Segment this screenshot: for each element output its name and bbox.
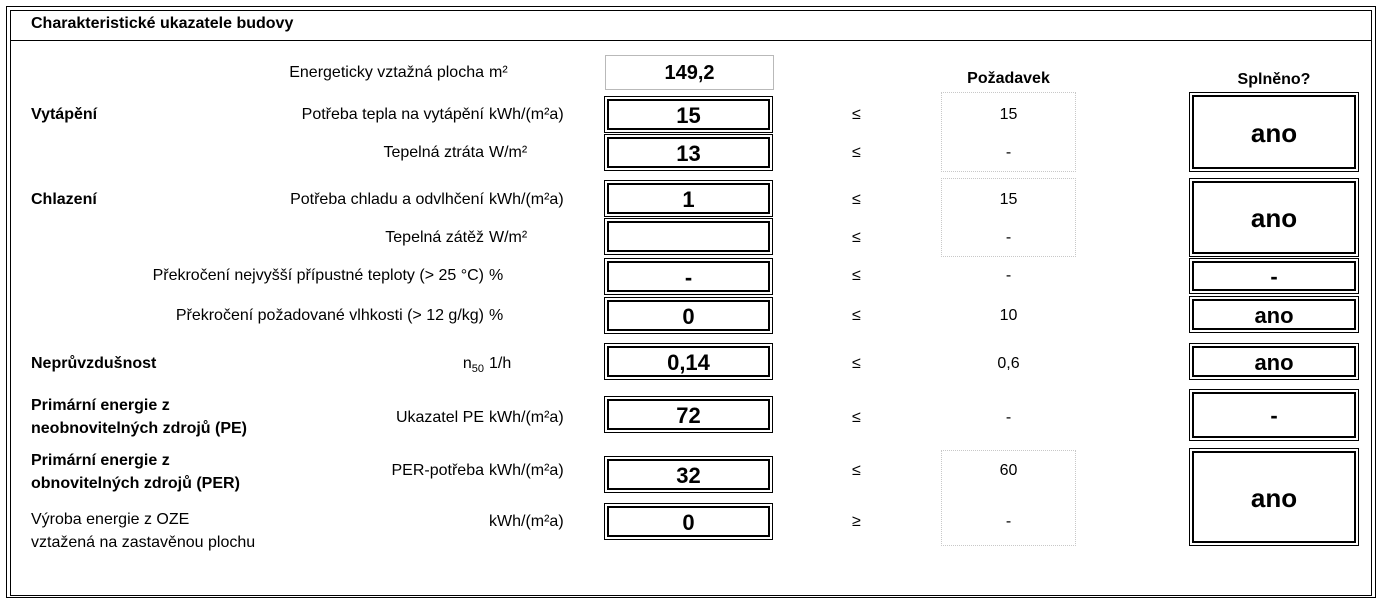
row-unit: kWh/(m²a) [489, 106, 564, 123]
requirement-value: 10 [999, 307, 1018, 324]
result-teplota [1189, 258, 1359, 294]
page-title: Charakteristické ukazatele budovy [31, 15, 294, 32]
row-label: Ukazatel PE [395, 409, 484, 426]
result-pe [1189, 389, 1359, 441]
row-unit: W/m² [489, 229, 528, 246]
section-vytapeni: Vytápění [31, 106, 98, 123]
requirement-value: - [1005, 144, 1012, 161]
result-vytapeni [1189, 92, 1359, 172]
area-unit: m² [489, 64, 508, 81]
n50-symbol: n [462, 355, 472, 372]
section-chlazeni: Chlazení [31, 191, 97, 208]
result-text: - [1192, 392, 1356, 438]
n50-subscript: 50 [471, 363, 484, 376]
value-box [604, 96, 773, 133]
requirement-value: 15 [999, 191, 1018, 208]
row-unit: 1/h [489, 355, 512, 372]
row-unit: kWh/(m²a) [489, 409, 564, 426]
operator: ≤ [852, 355, 861, 372]
operator: ≤ [852, 409, 861, 426]
header-splneno: Splněno? [1237, 71, 1311, 88]
value-box [604, 503, 773, 540]
value-text: 0,14 [607, 346, 770, 377]
row-label: Tepelná zátěž [385, 229, 484, 246]
requirement-value: - [1005, 409, 1012, 426]
area-value: 149,2 [605, 55, 774, 90]
result-chlazeni [1189, 178, 1359, 257]
operator: ≤ [852, 191, 861, 208]
operator: ≤ [852, 462, 861, 479]
row-label: Tepelná ztráta [383, 144, 484, 161]
operator: ≤ [852, 144, 861, 161]
value-text: 13 [607, 137, 770, 168]
result-per [1189, 448, 1359, 546]
result-text: ano [1192, 451, 1356, 543]
result-nepruvzdusnost [1189, 343, 1359, 380]
section-per-line2: obnovitelných zdrojů (PER) [31, 475, 240, 492]
row-label: PER-potřeba [391, 462, 484, 479]
requirement-value: 15 [999, 106, 1018, 123]
row-unit: W/m² [489, 144, 528, 161]
value-text: 15 [607, 99, 770, 130]
operator: ≤ [852, 106, 861, 123]
section-oze-line1: Výroba energie z OZE [31, 511, 190, 528]
requirement-value: 60 [999, 462, 1018, 479]
value-box [604, 456, 773, 493]
requirement-value: - [1005, 513, 1012, 530]
operator: ≤ [852, 307, 861, 324]
operator: ≤ [852, 229, 861, 246]
result-text: - [1192, 261, 1356, 291]
row-label: Potřeba tepla na vytápění [301, 106, 484, 123]
result-text: ano [1192, 181, 1356, 254]
row-label: Potřeba chladu a odvlhčení [290, 191, 484, 208]
value-box [604, 134, 773, 171]
section-nepruvzdusnost: Neprůvzdušnost [31, 355, 157, 372]
result-vlhkost [1189, 296, 1359, 333]
operator: ≥ [852, 513, 861, 530]
value-box [604, 396, 773, 433]
area-label: Energeticky vztažná plocha [289, 64, 484, 81]
section-pe-line2: neobnovitelných zdrojů (PE) [31, 420, 248, 437]
section-per-line1: Primární energie z [31, 452, 170, 469]
result-text: ano [1192, 346, 1356, 377]
row-unit: kWh/(m²a) [489, 462, 564, 479]
value-box [604, 180, 773, 217]
value-text: 0 [607, 300, 770, 331]
result-text: ano [1192, 95, 1356, 169]
row-unit: kWh/(m²a) [489, 191, 564, 208]
header-pozadavek: Požadavek [967, 70, 1050, 87]
section-pe-line1: Primární energie z [31, 397, 170, 414]
result-text: ano [1192, 299, 1356, 330]
value-text: 72 [607, 399, 770, 430]
row-label-n50 [380, 355, 484, 375]
row-label: Překročení požadované vlhkosti (> 12 g/kg) [175, 307, 484, 324]
value-text [607, 221, 770, 252]
value-text: 0 [607, 506, 770, 537]
row-unit: kWh/(m²a) [489, 513, 564, 530]
requirement-value: - [1005, 267, 1012, 284]
value-box [604, 343, 773, 380]
value-box [604, 218, 773, 255]
value-text: 32 [607, 459, 770, 490]
value-box [604, 297, 773, 334]
operator: ≤ [852, 267, 861, 284]
value-text: - [607, 261, 770, 292]
row-unit: % [489, 307, 504, 324]
value-text: 1 [607, 183, 770, 214]
row-label: Překročení nejvyšší přípustné teploty (> 25 °C) [152, 267, 484, 284]
value-box [604, 258, 773, 295]
requirement-value: - [1005, 229, 1012, 246]
requirement-value: 0,6 [997, 355, 1020, 372]
section-oze-line2: vztažená na zastavěnou plochu [31, 534, 256, 551]
row-unit: % [489, 267, 504, 284]
